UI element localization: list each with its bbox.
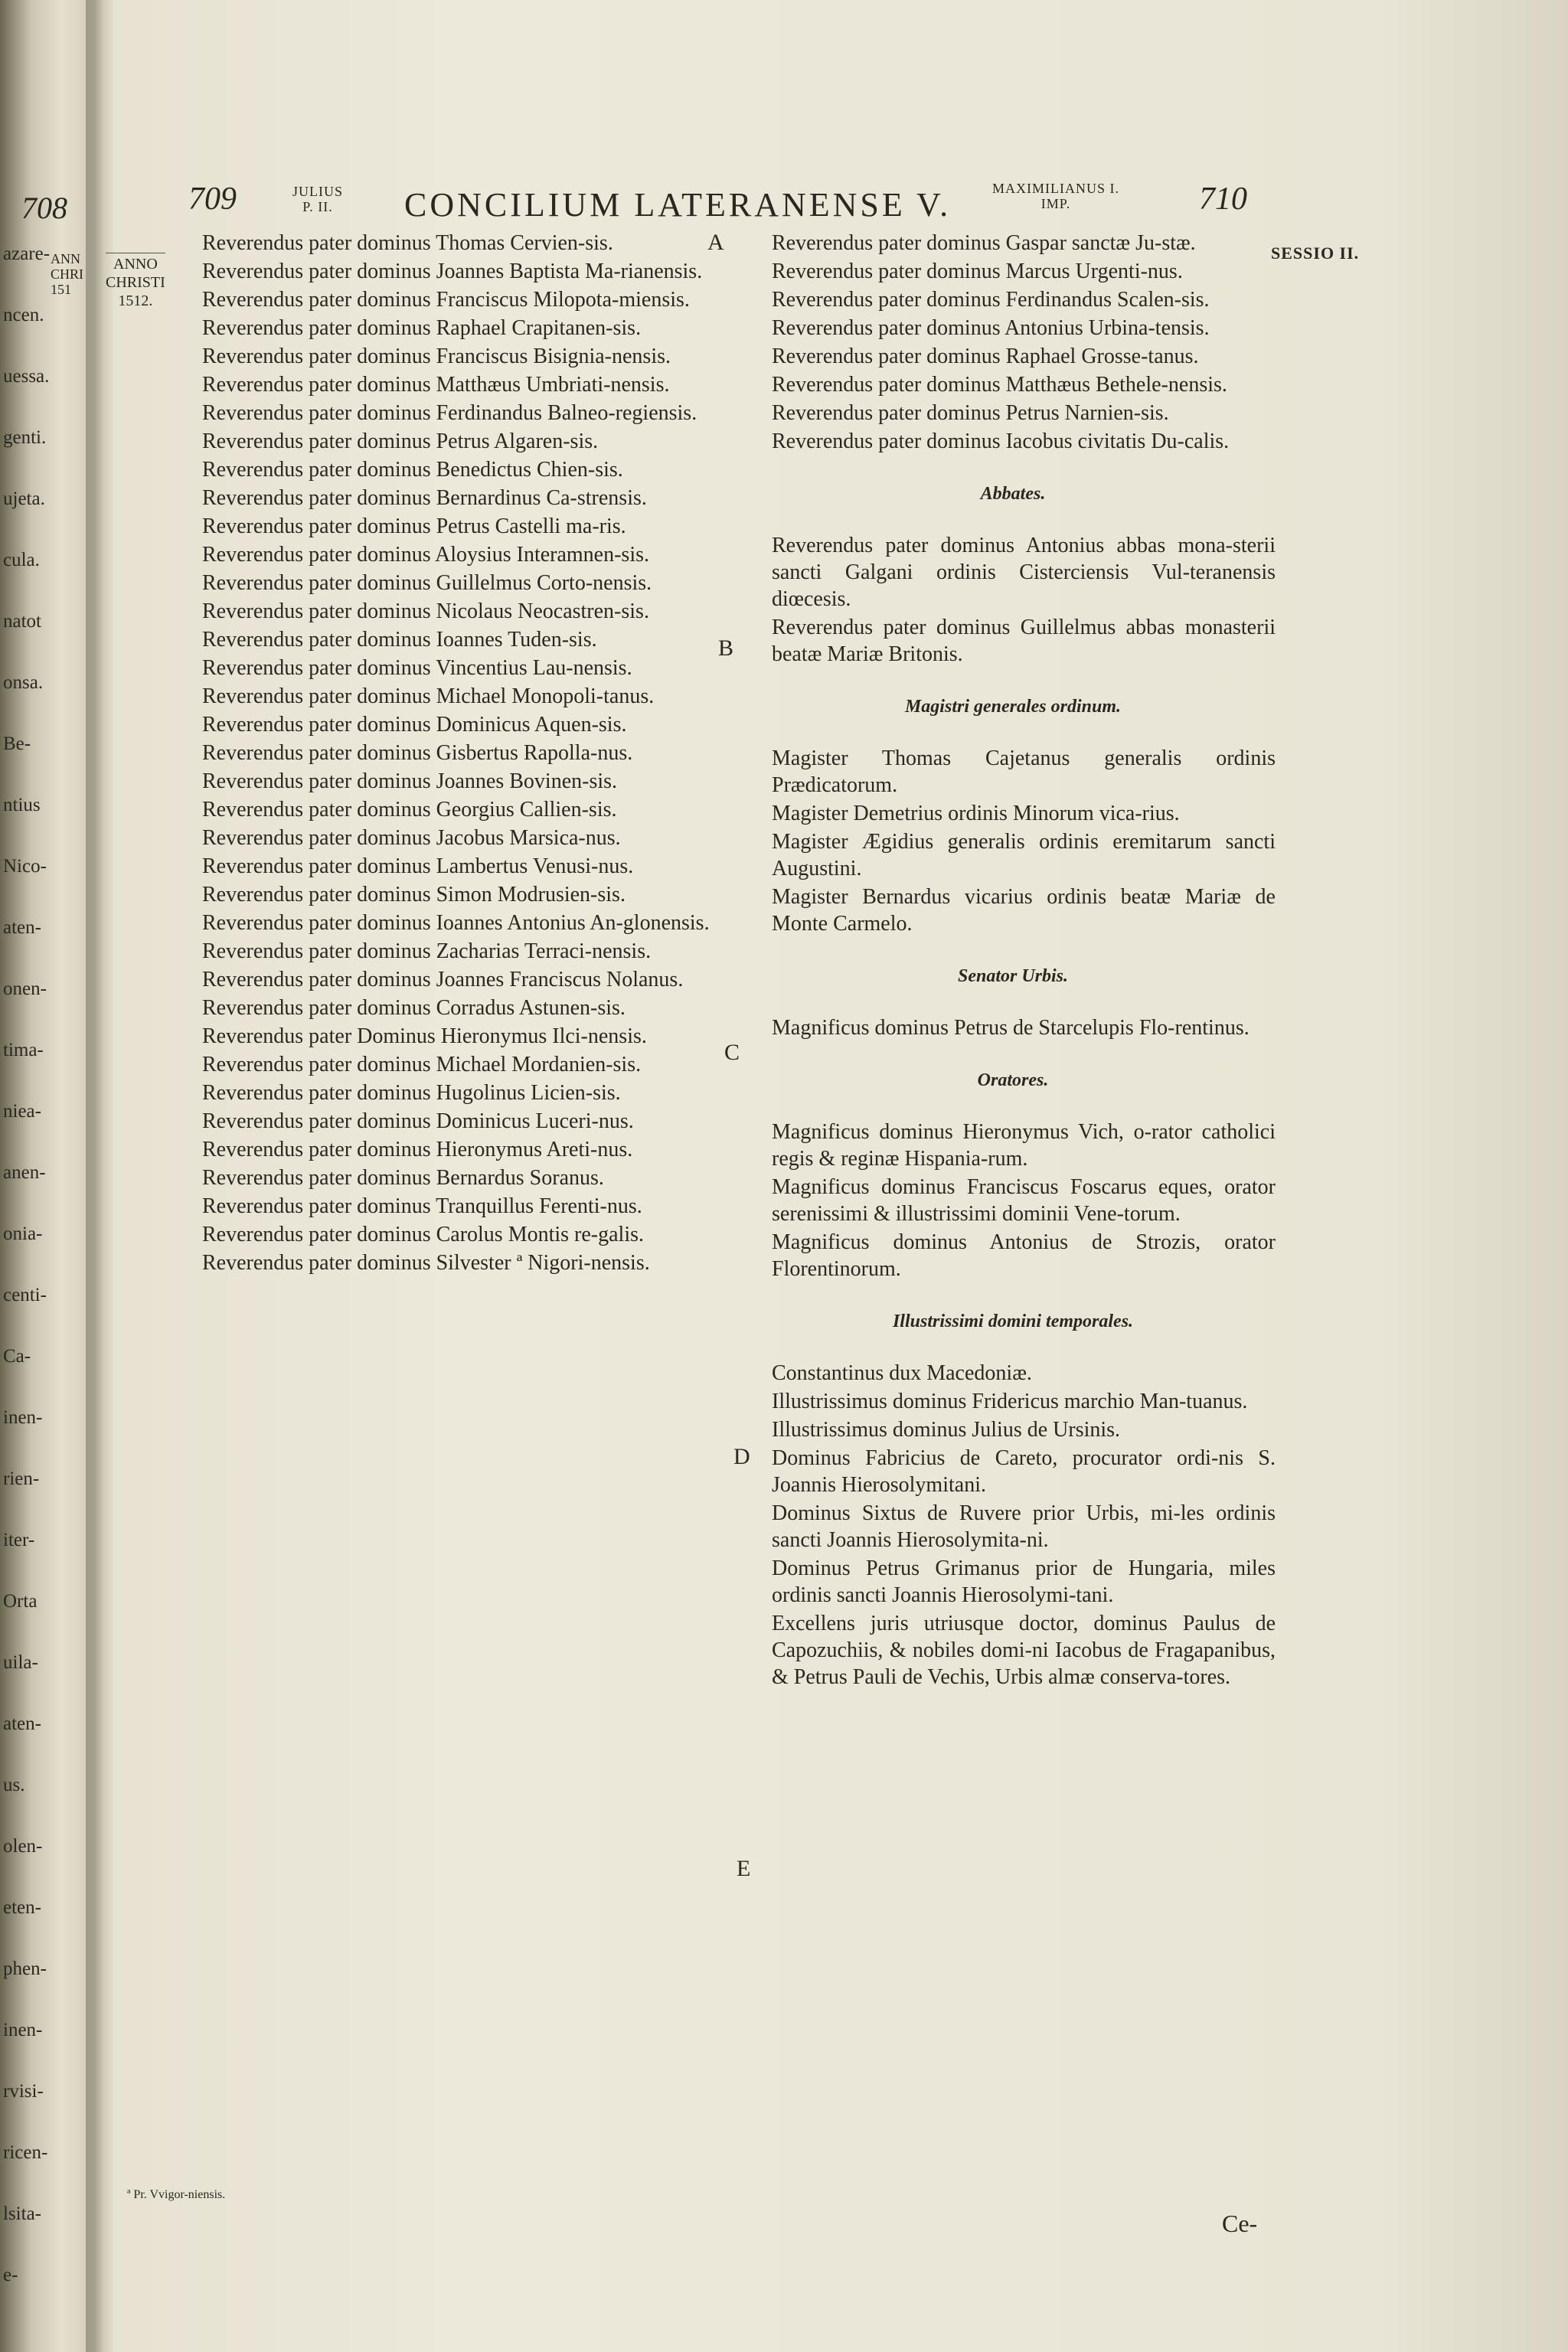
left-line-fragment: Orta (3, 1591, 38, 1612)
list-entry: Reverendus pater dominus Joannes Baptista Ma-rianensis. (202, 260, 703, 283)
list-entry: Reverendus pater dominus Ferdinandus Balneo-regiensis. (202, 401, 697, 425)
left-line-fragment: anen- (3, 1162, 46, 1183)
left-line-fragment: Be- (3, 733, 31, 754)
list-entry: Reverendus pater dominus Raphael Grosse-tanus. (772, 345, 1199, 368)
list-entry: Illustrissimus dominus Julius de Ursinis. (772, 1418, 1121, 1442)
page-number-left: 709 (188, 181, 237, 217)
left-line-fragment: onen- (3, 978, 47, 999)
list-entry: Reverendus pater dominus Marcus Urgenti-nus. (772, 260, 1183, 283)
list-entry: Reverendus pater dominus Benedictus Chien-sis. (202, 458, 623, 482)
list-entry: Reverendus pater dominus Tranquillus Ferenti-nus. (202, 1194, 642, 1218)
list-entry: Reverendus pater dominus Ferdinandus Scalen-sis. (772, 288, 1210, 312)
left-line-fragment: rvisi- (3, 2081, 44, 2102)
left-line-fragment: centi- (3, 1285, 47, 1305)
left-line-fragment: cula. (3, 550, 40, 570)
list-entry: Reverendus pater dominus Corradus Astunen-sis. (202, 996, 626, 1020)
list-entry: Reverendus pater dominus Petrus Narnien-sis. (772, 401, 1169, 425)
left-line-fragment: phen- (3, 1958, 47, 1979)
list-entry: Reverendus pater dominus Simon Modrusien-sis. (202, 883, 626, 906)
left-line-fragment: uila- (3, 1652, 38, 1673)
list-entry: Reverendus pater dominus Lambertus Venusi-nus. (202, 854, 634, 878)
list-entry: Reverendus pater dominus Gisbertus Rapolla-nus. (202, 741, 633, 765)
left-column-bishops (181, 230, 724, 1278)
left-line-fragment: ricen- (3, 2142, 48, 2163)
list-entry: Reverendus pater dominus Aloysius Interamnen-sis. (202, 543, 650, 567)
emperor-label: MAXIMILIANUS I. IMP. (992, 181, 1119, 211)
left-line-fragment: iter- (3, 1530, 35, 1550)
page-number-right: 710 (1199, 181, 1247, 217)
left-line-fragment: Ca- (3, 1346, 31, 1367)
list-entry: Dominus Sixtus de Ruvere prior Urbis, mi-les ordinis sancti Joannis Hierosolymita-ni. (772, 1501, 1276, 1552)
list-entry: Reverendus pater dominus Nicolaus Neocastren-sis. (202, 599, 649, 623)
list-entry: Reverendus pater dominus Bernardus Soranus. (202, 1166, 604, 1190)
anno-christi-note: ANNO CHRISTI 1512. (106, 253, 165, 310)
abbates-list (750, 532, 1276, 668)
list-entry: Reverendus pater dominus Franciscus Bisignia-nensis. (202, 345, 671, 368)
list-entry: Reverendus pater dominus Michael Monopoli-tanus. (202, 684, 655, 708)
list-entry: Magnificus dominus Franciscus Foscarus eques, orator serenissimi & illustrissimi dominii Vene-torum. (772, 1175, 1276, 1226)
left-line-fragment: ncen. (3, 305, 44, 325)
left-line-fragment: genti. (3, 427, 47, 448)
list-entry: Reverendus pater dominus Vincentius Lau-nensis. (202, 656, 632, 680)
magistri-list (750, 745, 1276, 937)
list-entry: Magnificus dominus Antonius de Strozis, orator Florentinorum. (772, 1230, 1276, 1281)
footnote: ª Pr. Vvigor-niensis. (127, 2188, 226, 2201)
list-entry: Reverendus pater dominus Michael Mordanien-sis. (202, 1053, 642, 1076)
list-entry: Reverendus pater dominus Georgius Callien-sis. (202, 798, 617, 822)
list-entry: Reverendus pater dominus Matthæus Bethele-nensis. (772, 373, 1227, 397)
catchword: Ce- (1222, 2210, 1258, 2237)
list-entry: Reverendus pater dominus Joannes Bovinen-sis. (202, 769, 618, 793)
list-entry: Magister Thomas Cajetanus generalis ordinis Prædicatorum. (772, 746, 1276, 797)
list-entry: Reverendus pater dominus Gaspar sanctæ Ju-stæ. (772, 231, 1196, 255)
left-line-fragment: eten- (3, 1897, 41, 1918)
list-entry: Reverendus pater dominus Zacharias Terraci-nensis. (202, 939, 652, 963)
margin-letter-c: C (724, 1040, 740, 1065)
left-line-fragment: azare- (3, 243, 51, 264)
list-entry: Reverendus pater dominus Silvester ª Nigori-nensis. (202, 1251, 650, 1275)
margin-letter-b: B (718, 635, 734, 661)
list-entry: Reverendus pater dominus Petrus Algaren-sis. (202, 430, 599, 453)
margin-letter-e: E (737, 1856, 751, 1881)
left-line-fragment: uessa. (3, 366, 50, 387)
list-entry: Reverendus pater dominus Dominicus Aquen-sis. (202, 713, 627, 737)
list-entry: Reverendus pater dominus Franciscus Milopota-miensis. (202, 288, 690, 312)
left-line-fragment: aten- (3, 1713, 41, 1734)
left-line-fragment: onia- (3, 1223, 43, 1244)
book-gutter (86, 0, 104, 2352)
left-line-fragment: inen- (3, 2020, 43, 2040)
left-anno-fragment: ANN CHRI 151 (51, 251, 84, 297)
left-line-fragment: inen- (3, 1407, 43, 1428)
right-bishops-list (750, 230, 1276, 455)
left-line-fragment: olen- (3, 1836, 43, 1857)
list-entry: Reverendus pater dominus Petrus Castelli ma-ris. (202, 514, 626, 538)
list-entry: Dominus Fabricius de Careto, procurator ordi-nis S. Joannis Hierosolymitani. (772, 1446, 1276, 1497)
list-entry: Reverendus pater dominus Iacobus civitatis Du-calis. (772, 430, 1230, 453)
left-line-fragment: ntius (3, 795, 41, 815)
list-entry: Reverendus pater dominus Hugolinus Licien-sis. (202, 1081, 621, 1105)
left-line-fragment: us. (3, 1775, 25, 1795)
left-page-edge (0, 0, 92, 2352)
list-entry: Reverendus pater dominus Matthæus Umbriati-nensis. (202, 373, 670, 397)
list-entry: Reverendus pater dominus Bernardinus Ca-strensis. (202, 486, 647, 510)
left-line-fragment: aten- (3, 917, 41, 938)
margin-letter-d: D (733, 1444, 750, 1469)
running-header (0, 181, 1568, 234)
left-page-number: 708 (21, 191, 67, 225)
list-entry: Reverendus pater dominus Raphael Crapitanen-sis. (202, 316, 642, 340)
margin-letter-a: A (707, 230, 724, 255)
right-column (750, 230, 1276, 1692)
heading-magistri: Magistri generales ordinum. (904, 697, 1122, 717)
list-entry: Reverendus pater dominus Antonius abbas mona-sterii sancti Galgani ordinis Cisterciensis Vul-teranensis diœcesis. (772, 534, 1276, 611)
pope-label: JULIUS P. II. (292, 184, 344, 214)
senator-list (750, 1014, 1276, 1041)
heading-abbates: Abbates. (980, 484, 1046, 504)
list-entry: Reverendus pater dominus Joannes Franciscus Nolanus. (202, 968, 684, 991)
list-entry: Constantinus dux Macedoniæ. (772, 1361, 1032, 1385)
list-entry: Reverendus pater dominus Guillelmus abbas monasterii beatæ Mariæ Britonis. (772, 616, 1276, 666)
left-line-fragment: rien- (3, 1468, 40, 1489)
list-entry: Reverendus pater Dominus Hieronymus Ilci-nensis. (202, 1024, 647, 1048)
list-entry: Magnificus dominus Hieronymus Vich, o-rator catholici regis & reginæ Hispania-rum. (772, 1120, 1276, 1171)
list-entry: Magister Bernardus vicarius ordinis beatæ Mariæ de Monte Carmelo. (772, 885, 1276, 936)
session-label: SESSIO II. (1271, 243, 1360, 263)
left-line-fragment: onsa. (3, 672, 44, 693)
list-entry: Magister Demetrius ordinis Minorum vica-rius. (772, 802, 1180, 825)
left-line-fragment: Nico- (3, 856, 47, 877)
list-entry: Reverendus pater dominus Jacobus Marsica-nus. (202, 826, 621, 850)
oratores-list (750, 1119, 1276, 1282)
left-line-fragment: e- (3, 2265, 18, 2285)
list-entry: Magister Ægidius generalis ordinis eremitarum sancti Augustini. (772, 830, 1276, 880)
heading-temporales: Illustrissimi domini temporales. (892, 1312, 1134, 1331)
page-title: CONCILIUM LATERANENSE V. (404, 186, 952, 224)
heading-oratores: Oratores. (977, 1070, 1049, 1090)
list-entry: Reverendus pater dominus Carolus Montis re-galis. (202, 1223, 645, 1246)
list-entry: Reverendus pater dominus Thomas Cervien-sis. (202, 231, 613, 255)
left-line-fragment: ujeta. (3, 488, 45, 509)
list-entry: Reverendus pater dominus Ioannes Antonius An-glonensis. (202, 911, 710, 935)
left-line-fragment: natot (3, 611, 41, 632)
list-entry: Magnificus dominus Petrus de Starcelupis Flo-rentinus. (772, 1016, 1250, 1040)
left-line-fragment: tima- (3, 1040, 44, 1060)
temporales-list (750, 1360, 1276, 1690)
left-line-fragment: lsita- (3, 2203, 41, 2224)
left-line-fragment: niea- (3, 1101, 41, 1122)
list-entry: Reverendus pater dominus Dominicus Luceri-nus. (202, 1109, 634, 1133)
list-entry: Excellens juris utriusque doctor, dominus Paulus de Capozuchiis, & nobiles domi-ni Iacobus de Fragapanibus, & Petrus Pauli de Vechis, Urbis almæ conserva-tores. (772, 1612, 1276, 1689)
list-entry: Reverendus pater dominus Antonius Urbina-tensis. (772, 316, 1210, 340)
heading-senator: Senator Urbis. (957, 966, 1069, 986)
list-entry: Dominus Petrus Grimanus prior de Hungaria, miles ordinis sancti Joannis Hierosolymi-tani. (772, 1557, 1276, 1607)
list-entry: Reverendus pater dominus Hieronymus Areti-nus. (202, 1138, 633, 1161)
list-entry: Reverendus pater dominus Guillelmus Corto-nensis. (202, 571, 652, 595)
list-entry: Illustrissimus dominus Fridericus marchio Man-tuanus. (772, 1390, 1248, 1413)
list-entry: Reverendus pater dominus Ioannes Tuden-sis. (202, 628, 597, 652)
